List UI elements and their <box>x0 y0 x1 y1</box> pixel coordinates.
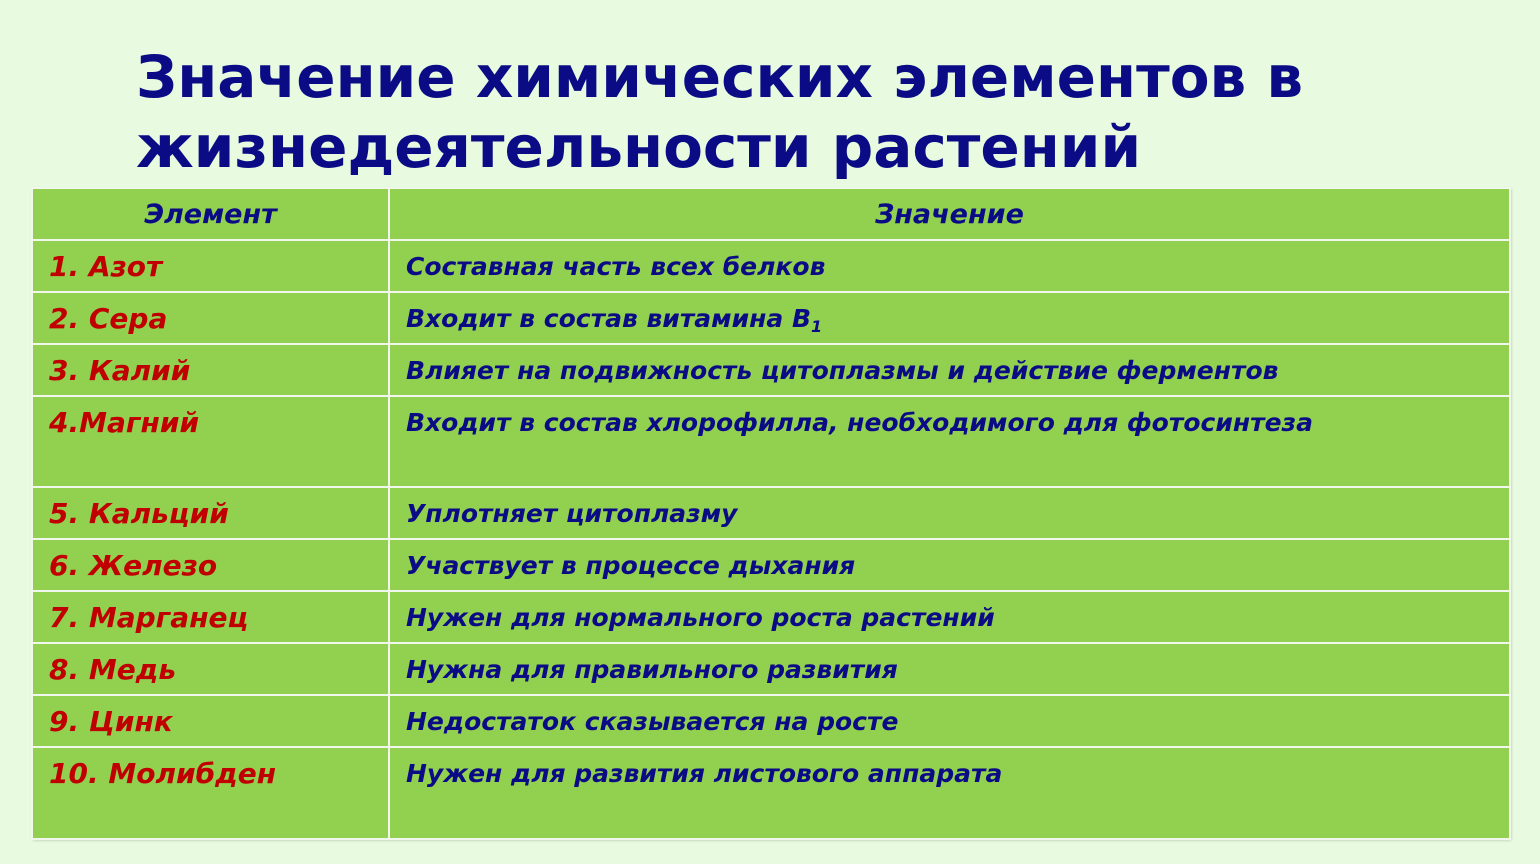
slide-title <box>136 42 1466 182</box>
table-row <box>32 747 1510 839</box>
element-meaning: Нужна для правильного развития <box>406 655 898 684</box>
element-meaning: Участвует в процессе дыхания <box>406 551 856 580</box>
title-line-1: Значение химических элементов в <box>136 43 1304 111</box>
element-meaning: Нужен для нормального роста растений <box>406 603 995 632</box>
element-name: 5. Кальций <box>49 497 229 530</box>
element-name: 4.Магний <box>49 406 200 439</box>
element-meaning: Составная часть всех белков <box>406 252 826 281</box>
element-meaning: Входит в состав хлорофилла, необходимого для фотосинтеза <box>406 408 1313 437</box>
table-row <box>32 396 1510 487</box>
header-meaning: Значение <box>389 188 1510 240</box>
element-name: 3. Калий <box>49 354 191 387</box>
table-header-row <box>32 188 1510 240</box>
table-row <box>32 539 1510 591</box>
meaning-text: Входит в состав витамина В <box>406 304 812 333</box>
meaning-subscript: 1 <box>811 317 823 336</box>
element-meaning: Нужен для развития листового аппарата <box>406 759 1003 788</box>
element-name: 6. Железо <box>49 549 218 582</box>
table-row <box>32 695 1510 747</box>
element-name: 8. Медь <box>49 653 177 686</box>
element-meaning <box>390 293 1509 336</box>
header-element: Элемент <box>32 188 389 240</box>
table-row <box>32 344 1510 396</box>
element-meaning: Уплотняет цитоплазму <box>406 499 738 528</box>
element-name: 10. Молибден <box>49 757 277 790</box>
element-meaning: Недостаток сказывается на росте <box>406 707 899 736</box>
table-row <box>32 240 1510 292</box>
element-name: 1. Азот <box>49 250 163 283</box>
table-row <box>32 292 1510 344</box>
table-row <box>32 643 1510 695</box>
elements-table <box>31 187 1509 838</box>
element-meaning: Влияет на подвижность цитоплазмы и действие ферментов <box>406 356 1279 385</box>
element-name: 7. Марганец <box>49 601 249 634</box>
element-name: 9. Цинк <box>49 705 173 738</box>
title-line-2: жизнедеятельности растений <box>136 113 1142 181</box>
table-row <box>32 487 1510 539</box>
element-name: 2. Сера <box>49 302 168 335</box>
table-row <box>32 591 1510 643</box>
